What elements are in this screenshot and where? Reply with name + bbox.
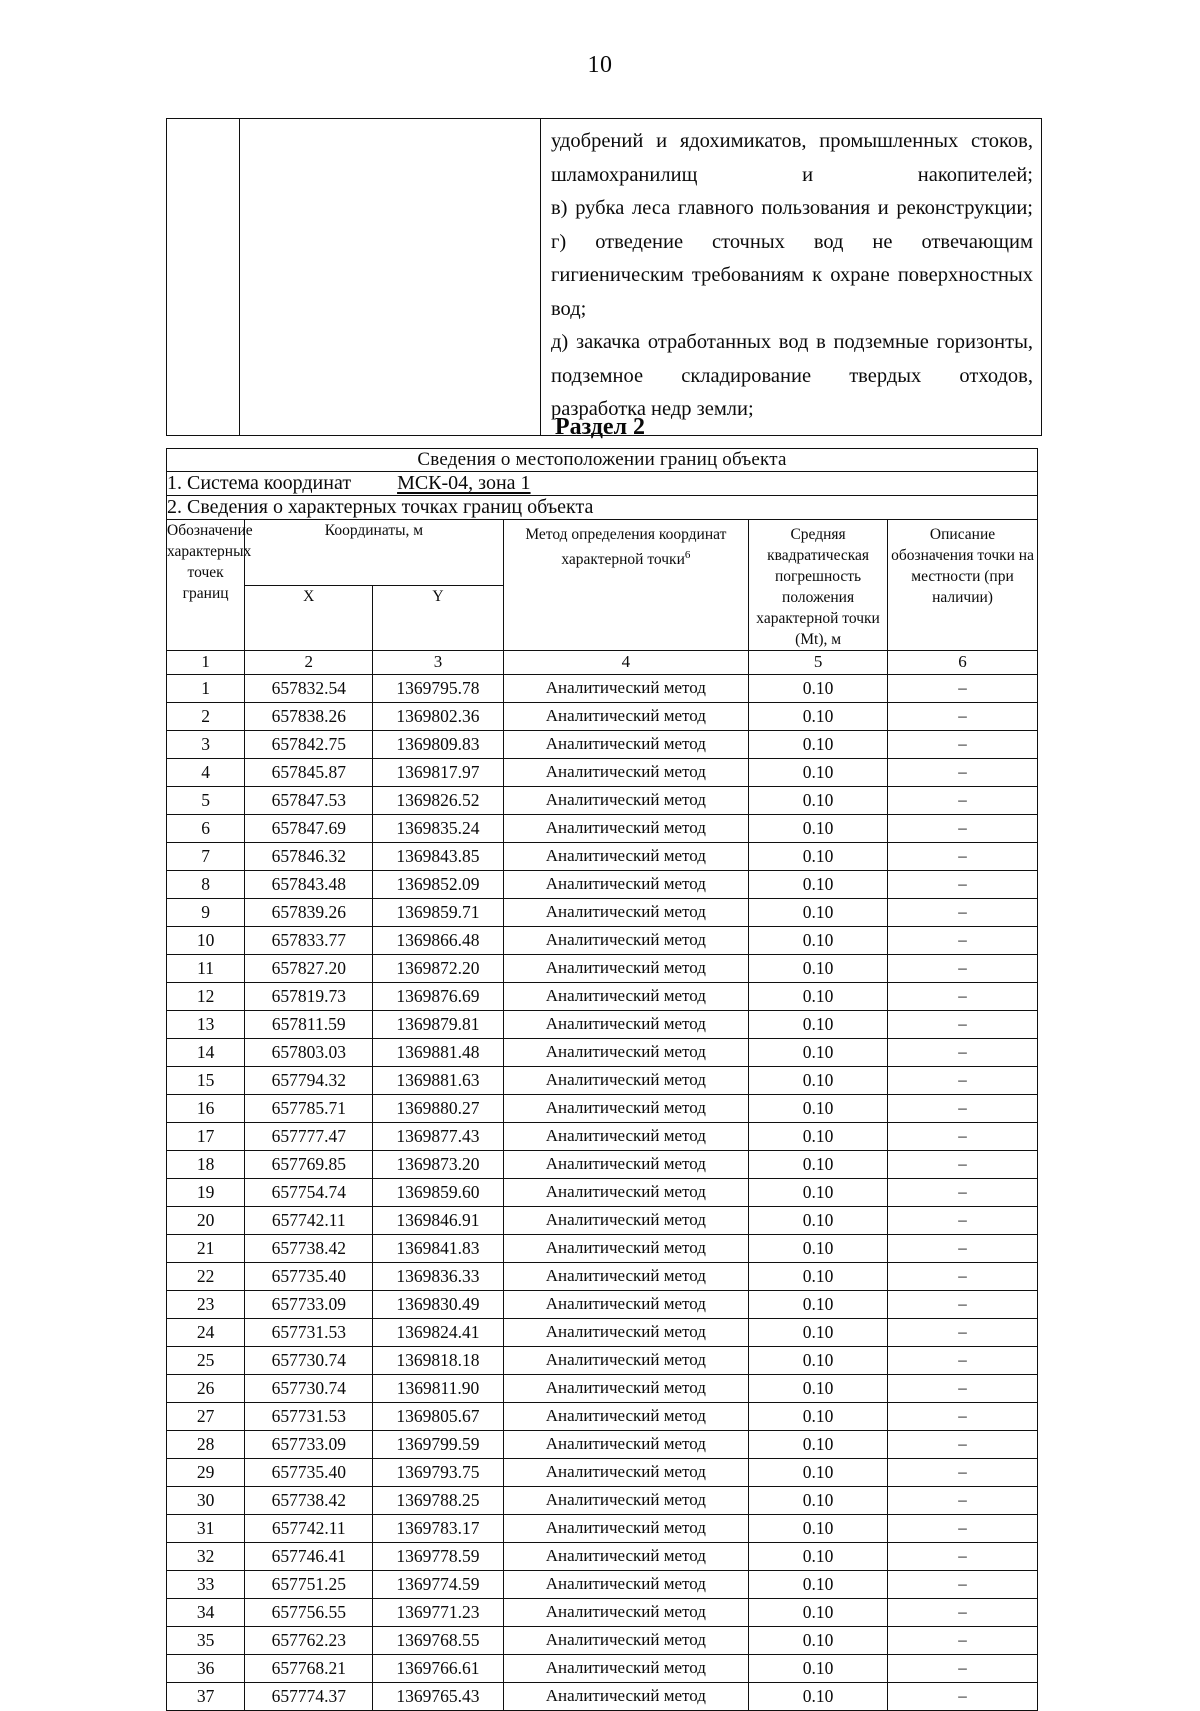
- coordinate-system-row: [167, 472, 1038, 496]
- band-title-row: [167, 449, 1038, 472]
- point-y: 1369793.75: [373, 1459, 503, 1487]
- point-method: Аналитический метод: [503, 1263, 748, 1291]
- point-method: Аналитический метод: [503, 787, 748, 815]
- point-x: 657845.87: [245, 759, 373, 787]
- point-x: 657751.25: [245, 1571, 373, 1599]
- restriction-paragraph-v: в) рубка леса главного пользования и реконструкции;: [551, 197, 1033, 219]
- table-row: [167, 1291, 1038, 1319]
- points-subsection-row: [167, 496, 1038, 520]
- point-x: 657742.11: [245, 1207, 373, 1235]
- point-y: 1369809.83: [373, 731, 503, 759]
- table-row: [167, 731, 1038, 759]
- point-description: –: [888, 1095, 1038, 1123]
- restrictions-col-1: [167, 119, 240, 436]
- point-method: Аналитический метод: [503, 1543, 748, 1571]
- point-y: 1369799.59: [373, 1431, 503, 1459]
- point-method: Аналитический метод: [503, 1375, 748, 1403]
- header-designation: Обозначение характерных точек границ: [167, 520, 245, 651]
- point-x: 657730.74: [245, 1347, 373, 1375]
- point-number: 2: [167, 703, 245, 731]
- point-number: 27: [167, 1403, 245, 1431]
- point-mt: 0.10: [749, 1431, 888, 1459]
- point-description: –: [888, 1067, 1038, 1095]
- point-number: 12: [167, 983, 245, 1011]
- point-y: 1369795.78: [373, 675, 503, 703]
- point-y: 1369802.36: [373, 703, 503, 731]
- table-row: [167, 1319, 1038, 1347]
- point-description: –: [888, 1319, 1038, 1347]
- table-row: [167, 1039, 1038, 1067]
- point-number: 9: [167, 899, 245, 927]
- table-row: [167, 927, 1038, 955]
- point-mt: 0.10: [749, 1011, 888, 1039]
- point-description: –: [888, 1179, 1038, 1207]
- point-method: Аналитический метод: [503, 759, 748, 787]
- point-number: 32: [167, 1543, 245, 1571]
- point-description: –: [888, 1515, 1038, 1543]
- point-number: 25: [167, 1347, 245, 1375]
- point-y: 1369778.59: [373, 1543, 503, 1571]
- table-row: [167, 983, 1038, 1011]
- column-number-row: [167, 651, 1038, 675]
- table-row: [167, 843, 1038, 871]
- point-number: 35: [167, 1627, 245, 1655]
- point-y: 1369826.52: [373, 787, 503, 815]
- table-row: [167, 1067, 1038, 1095]
- point-mt: 0.10: [749, 675, 888, 703]
- point-y: 1369830.49: [373, 1291, 503, 1319]
- point-x: 657819.73: [245, 983, 373, 1011]
- table-row: [167, 1571, 1038, 1599]
- point-mt: 0.10: [749, 1571, 888, 1599]
- point-y: 1369771.23: [373, 1599, 503, 1627]
- point-mt: 0.10: [749, 899, 888, 927]
- point-method: Аналитический метод: [503, 1011, 748, 1039]
- point-number: 6: [167, 815, 245, 843]
- point-y: 1369846.91: [373, 1207, 503, 1235]
- header-y: Y: [373, 585, 503, 651]
- coordinate-system-line: [167, 472, 1038, 496]
- point-description: –: [888, 1655, 1038, 1683]
- point-method: Аналитический метод: [503, 1235, 748, 1263]
- point-x: 657811.59: [245, 1011, 373, 1039]
- point-y: 1369824.41: [373, 1319, 503, 1347]
- point-mt: 0.10: [749, 1207, 888, 1235]
- point-method: Аналитический метод: [503, 703, 748, 731]
- point-description: –: [888, 1039, 1038, 1067]
- section-band-title: Сведения о местоположении границ объекта: [167, 449, 1038, 472]
- point-number: 1: [167, 675, 245, 703]
- point-mt: 0.10: [749, 1655, 888, 1683]
- table-row: [167, 899, 1038, 927]
- restrictions-text: [541, 119, 1041, 435]
- table-row: [167, 1235, 1038, 1263]
- point-method: Аналитический метод: [503, 1431, 748, 1459]
- header-method: [503, 520, 748, 651]
- point-description: –: [888, 927, 1038, 955]
- point-number: 31: [167, 1515, 245, 1543]
- point-x: 657838.26: [245, 703, 373, 731]
- page-number: 10: [587, 52, 613, 78]
- point-x: 657785.71: [245, 1095, 373, 1123]
- point-method: Аналитический метод: [503, 1515, 748, 1543]
- point-mt: 0.10: [749, 871, 888, 899]
- point-x: 657733.09: [245, 1431, 373, 1459]
- restriction-paragraph-d: д) закачка отработанных вод в подземные горизонты, подземное складирование твердых отходов, разработка недр земли;: [551, 331, 1033, 420]
- point-mt: 0.10: [749, 1683, 888, 1711]
- table-row: [167, 1011, 1038, 1039]
- point-x: 657762.23: [245, 1627, 373, 1655]
- table-row: [167, 1431, 1038, 1459]
- point-y: 1369880.27: [373, 1095, 503, 1123]
- point-x: 657746.41: [245, 1543, 373, 1571]
- point-x: 657742.11: [245, 1515, 373, 1543]
- point-mt: 0.10: [749, 703, 888, 731]
- point-y: 1369841.83: [373, 1235, 503, 1263]
- point-mt: 0.10: [749, 1487, 888, 1515]
- table-row: [167, 1207, 1038, 1235]
- point-description: –: [888, 1263, 1038, 1291]
- point-x: 657756.55: [245, 1599, 373, 1627]
- point-number: 24: [167, 1319, 245, 1347]
- point-method: Аналитический метод: [503, 1683, 748, 1711]
- point-y: 1369774.59: [373, 1571, 503, 1599]
- points-header-row-1: [167, 520, 1038, 586]
- point-number: 4: [167, 759, 245, 787]
- point-method: Аналитический метод: [503, 927, 748, 955]
- point-method: Аналитический метод: [503, 843, 748, 871]
- point-mt: 0.10: [749, 927, 888, 955]
- point-method: Аналитический метод: [503, 1123, 748, 1151]
- point-number: 21: [167, 1235, 245, 1263]
- point-method: Аналитический метод: [503, 955, 748, 983]
- column-number-4: 4: [503, 651, 748, 675]
- point-mt: 0.10: [749, 1599, 888, 1627]
- point-description: –: [888, 675, 1038, 703]
- point-number: 7: [167, 843, 245, 871]
- table-row: [167, 1403, 1038, 1431]
- point-description: –: [888, 759, 1038, 787]
- point-number: 8: [167, 871, 245, 899]
- point-method: Аналитический метод: [503, 871, 748, 899]
- point-mt: 0.10: [749, 1319, 888, 1347]
- table-row: [167, 1095, 1038, 1123]
- point-description: –: [888, 1291, 1038, 1319]
- point-y: 1369817.97: [373, 759, 503, 787]
- point-mt: 0.10: [749, 1347, 888, 1375]
- point-mt: 0.10: [749, 1039, 888, 1067]
- point-description: –: [888, 1599, 1038, 1627]
- point-x: 657846.32: [245, 843, 373, 871]
- point-x: 657735.40: [245, 1263, 373, 1291]
- point-x: 657847.69: [245, 815, 373, 843]
- point-description: –: [888, 1571, 1038, 1599]
- table-row: [167, 119, 1042, 436]
- point-description: –: [888, 1347, 1038, 1375]
- point-method: Аналитический метод: [503, 1151, 748, 1179]
- coordinate-system-label: 1. Система координат: [167, 472, 352, 494]
- table-row: [167, 675, 1038, 703]
- point-y: 1369836.33: [373, 1263, 503, 1291]
- restrictions-col-3: [541, 119, 1042, 436]
- table-row: [167, 1179, 1038, 1207]
- column-number-5: 5: [749, 651, 888, 675]
- point-method: Аналитический метод: [503, 1403, 748, 1431]
- point-description: –: [888, 787, 1038, 815]
- table-row: [167, 871, 1038, 899]
- point-mt: 0.10: [749, 1515, 888, 1543]
- point-mt: 0.10: [749, 1627, 888, 1655]
- point-x: 657827.20: [245, 955, 373, 983]
- point-mt: 0.10: [749, 1151, 888, 1179]
- point-number: 29: [167, 1459, 245, 1487]
- table-row: [167, 1263, 1038, 1291]
- point-number: 15: [167, 1067, 245, 1095]
- point-x: 657774.37: [245, 1683, 373, 1711]
- point-mt: 0.10: [749, 1123, 888, 1151]
- point-y: 1369768.55: [373, 1627, 503, 1655]
- point-mt: 0.10: [749, 1179, 888, 1207]
- point-y: 1369881.48: [373, 1039, 503, 1067]
- point-x: 657803.03: [245, 1039, 373, 1067]
- point-y: 1369881.63: [373, 1067, 503, 1095]
- point-description: –: [888, 1459, 1038, 1487]
- point-y: 1369811.90: [373, 1375, 503, 1403]
- point-x: 657777.47: [245, 1123, 373, 1151]
- restriction-paragraph-g: г) отведение сточных вод не отвечающим гигиеническим требованиям к охране поверхностных вод;: [551, 230, 1033, 320]
- point-method: Аналитический метод: [503, 1291, 748, 1319]
- point-number: 14: [167, 1039, 245, 1067]
- header-method-footnote-marker: 6: [684, 549, 691, 561]
- point-description: –: [888, 1627, 1038, 1655]
- column-number-2: 2: [245, 651, 373, 675]
- point-y: 1369805.67: [373, 1403, 503, 1431]
- point-method: Аналитический метод: [503, 1207, 748, 1235]
- point-description: –: [888, 843, 1038, 871]
- point-x: 657769.85: [245, 1151, 373, 1179]
- point-y: 1369818.18: [373, 1347, 503, 1375]
- point-number: 33: [167, 1571, 245, 1599]
- point-description: –: [888, 1151, 1038, 1179]
- point-y: 1369843.85: [373, 843, 503, 871]
- point-x: 657735.40: [245, 1459, 373, 1487]
- point-description: –: [888, 899, 1038, 927]
- point-description: –: [888, 871, 1038, 899]
- point-mt: 0.10: [749, 759, 888, 787]
- point-y: 1369879.81: [373, 1011, 503, 1039]
- table-row: [167, 759, 1038, 787]
- table-row: [167, 1515, 1038, 1543]
- point-description: –: [888, 1375, 1038, 1403]
- point-method: Аналитический метод: [503, 1599, 748, 1627]
- restrictions-col-2: [240, 119, 541, 436]
- table-row: [167, 1459, 1038, 1487]
- point-y: 1369873.20: [373, 1151, 503, 1179]
- table-row: [167, 1151, 1038, 1179]
- point-number: 36: [167, 1655, 245, 1683]
- column-number-1: 1: [167, 651, 245, 675]
- point-y: 1369835.24: [373, 815, 503, 843]
- point-description: –: [888, 1403, 1038, 1431]
- point-method: Аналитический метод: [503, 815, 748, 843]
- point-x: 657738.42: [245, 1235, 373, 1263]
- point-x: 657842.75: [245, 731, 373, 759]
- point-method: Аналитический метод: [503, 1627, 748, 1655]
- table-row: [167, 955, 1038, 983]
- point-y: 1369872.20: [373, 955, 503, 983]
- point-y: 1369852.09: [373, 871, 503, 899]
- restrictions-continuation-table: [166, 118, 1042, 436]
- point-description: –: [888, 1431, 1038, 1459]
- point-number: 16: [167, 1095, 245, 1123]
- table-row: [167, 1123, 1038, 1151]
- table-row: [167, 1627, 1038, 1655]
- point-method: Аналитический метод: [503, 1459, 748, 1487]
- section-2-table: [166, 448, 1038, 1711]
- table-row: [167, 787, 1038, 815]
- point-method: Аналитический метод: [503, 1655, 748, 1683]
- point-x: 657738.42: [245, 1487, 373, 1515]
- point-mt: 0.10: [749, 955, 888, 983]
- point-number: 22: [167, 1263, 245, 1291]
- point-x: 657833.77: [245, 927, 373, 955]
- table-row: [167, 1543, 1038, 1571]
- point-number: 20: [167, 1207, 245, 1235]
- point-x: 657731.53: [245, 1403, 373, 1431]
- column-number-3: 3: [373, 651, 503, 675]
- point-number: 26: [167, 1375, 245, 1403]
- point-method: Аналитический метод: [503, 1487, 748, 1515]
- table-row: [167, 1375, 1038, 1403]
- header-description: Описание обозначения точки на местности (при наличии): [888, 520, 1038, 651]
- point-mt: 0.10: [749, 1291, 888, 1319]
- header-method-text: Метод определения координат характерной точки: [525, 526, 727, 569]
- restriction-paragraph-a: удобрений и ядохимикатов, промышленных стоков, шламохранилищ и накопителей;: [551, 130, 1033, 186]
- point-number: 5: [167, 787, 245, 815]
- point-mt: 0.10: [749, 1095, 888, 1123]
- point-x: 657768.21: [245, 1655, 373, 1683]
- point-number: 37: [167, 1683, 245, 1711]
- point-number: 28: [167, 1431, 245, 1459]
- point-method: Аналитический метод: [503, 1571, 748, 1599]
- point-method: Аналитический метод: [503, 899, 748, 927]
- point-method: Аналитический метод: [503, 1039, 748, 1067]
- point-x: 657731.53: [245, 1319, 373, 1347]
- point-y: 1369783.17: [373, 1515, 503, 1543]
- point-y: 1369788.25: [373, 1487, 503, 1515]
- point-mt: 0.10: [749, 731, 888, 759]
- point-x: 657730.74: [245, 1375, 373, 1403]
- point-method: Аналитический метод: [503, 1347, 748, 1375]
- table-row: [167, 1599, 1038, 1627]
- point-y: 1369765.43: [373, 1683, 503, 1711]
- point-method: Аналитический метод: [503, 1095, 748, 1123]
- point-number: 19: [167, 1179, 245, 1207]
- point-method: Аналитический метод: [503, 1067, 748, 1095]
- header-x: X: [245, 585, 373, 651]
- point-mt: 0.10: [749, 1403, 888, 1431]
- point-method: Аналитический метод: [503, 731, 748, 759]
- point-x: 657843.48: [245, 871, 373, 899]
- table-row: [167, 1347, 1038, 1375]
- point-x: 657754.74: [245, 1179, 373, 1207]
- point-description: –: [888, 1683, 1038, 1711]
- point-number: 17: [167, 1123, 245, 1151]
- point-number: 10: [167, 927, 245, 955]
- point-method: Аналитический метод: [503, 983, 748, 1011]
- point-number: 13: [167, 1011, 245, 1039]
- column-number-6: 6: [888, 651, 1038, 675]
- point-y: 1369876.69: [373, 983, 503, 1011]
- header-coordinates: Координаты, м: [245, 520, 503, 586]
- point-mt: 0.10: [749, 815, 888, 843]
- point-number: 11: [167, 955, 245, 983]
- point-method: Аналитический метод: [503, 1179, 748, 1207]
- point-mt: 0.10: [749, 1459, 888, 1487]
- point-description: –: [888, 1487, 1038, 1515]
- point-number: 18: [167, 1151, 245, 1179]
- header-mean-square-error: Средняя квадратическая погрешность положения характерной точки (Mt), м: [749, 520, 888, 651]
- point-y: 1369859.71: [373, 899, 503, 927]
- point-method: Аналитический метод: [503, 1319, 748, 1347]
- point-description: –: [888, 731, 1038, 759]
- point-x: 657839.26: [245, 899, 373, 927]
- point-description: –: [888, 1543, 1038, 1571]
- point-description: –: [888, 983, 1038, 1011]
- point-method: Аналитический метод: [503, 675, 748, 703]
- table-row: [167, 703, 1038, 731]
- point-mt: 0.10: [749, 843, 888, 871]
- point-number: 23: [167, 1291, 245, 1319]
- point-mt: 0.10: [749, 1375, 888, 1403]
- point-description: –: [888, 1207, 1038, 1235]
- point-x: 657832.54: [245, 675, 373, 703]
- point-y: 1369877.43: [373, 1123, 503, 1151]
- table-row: [167, 1655, 1038, 1683]
- point-description: –: [888, 1011, 1038, 1039]
- point-description: –: [888, 703, 1038, 731]
- point-y: 1369859.60: [373, 1179, 503, 1207]
- point-y: 1369866.48: [373, 927, 503, 955]
- point-description: –: [888, 955, 1038, 983]
- table-row: [167, 815, 1038, 843]
- coordinate-system-value: МСК-04, зона 1: [397, 472, 531, 494]
- point-description: –: [888, 1123, 1038, 1151]
- point-mt: 0.10: [749, 787, 888, 815]
- point-x: 657794.32: [245, 1067, 373, 1095]
- section-heading: Раздел 2: [554, 414, 646, 440]
- point-mt: 0.10: [749, 983, 888, 1011]
- point-x: 657733.09: [245, 1291, 373, 1319]
- point-mt: 0.10: [749, 1235, 888, 1263]
- point-description: –: [888, 815, 1038, 843]
- point-number: 34: [167, 1599, 245, 1627]
- point-description: –: [888, 1235, 1038, 1263]
- point-y: 1369766.61: [373, 1655, 503, 1683]
- point-mt: 0.10: [749, 1067, 888, 1095]
- point-mt: 0.10: [749, 1543, 888, 1571]
- points-subsection-label: 2. Сведения о характерных точках границ объекта: [167, 496, 1038, 520]
- point-x: 657847.53: [245, 787, 373, 815]
- table-row: [167, 1487, 1038, 1515]
- point-number: 3: [167, 731, 245, 759]
- point-number: 30: [167, 1487, 245, 1515]
- point-mt: 0.10: [749, 1263, 888, 1291]
